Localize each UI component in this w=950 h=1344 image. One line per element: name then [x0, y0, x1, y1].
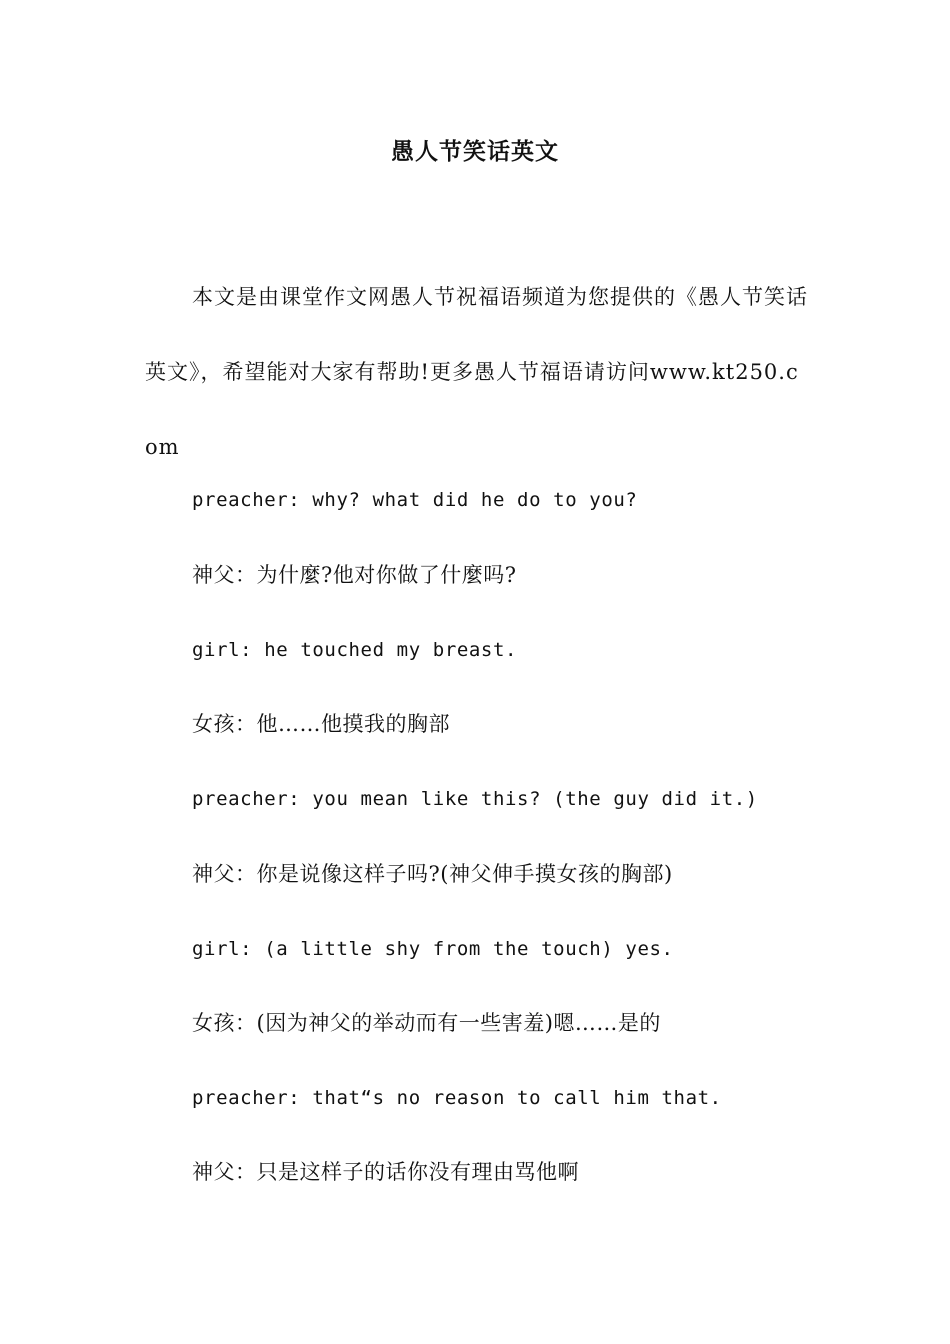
dialogue-line-1: preacher: why? what did he do to you?	[192, 489, 638, 511]
dialogue-line-6: 神父：你是说像这样子吗?(神父伸手摸女孩的胸部)	[192, 862, 673, 886]
dialogue-line-7: girl: (a little shy from the touch) yes.	[192, 938, 674, 960]
dialogue-line-8: 女孩：(因为神父的举动而有一些害羞)嗯……是的	[192, 1011, 661, 1035]
dialogue-line-5: preacher: you mean like this? (the guy did it.)	[192, 788, 758, 810]
intro-paragraph: 本文是由课堂作文网愚人节祝福语频道为您提供的《愚人节笑话英文》，希望能对大家有帮助!更多愚人节福语请访问www.kt250.com	[145, 285, 808, 459]
dialogue-line-2: 神父：为什麼?他对你做了什麼吗?	[192, 563, 517, 587]
document-title: 愚人节笑话英文	[391, 138, 559, 165]
dialogue-line-4: 女孩：他……他摸我的胸部	[192, 712, 450, 736]
dialogue-line-9: preacher: that“s no reason to call him that.	[192, 1087, 722, 1109]
dialogue-line-10: 神父：只是这样子的话你没有理由骂他啊	[192, 1160, 579, 1184]
dialogue-line-3: girl: he touched my breast.	[192, 639, 518, 661]
